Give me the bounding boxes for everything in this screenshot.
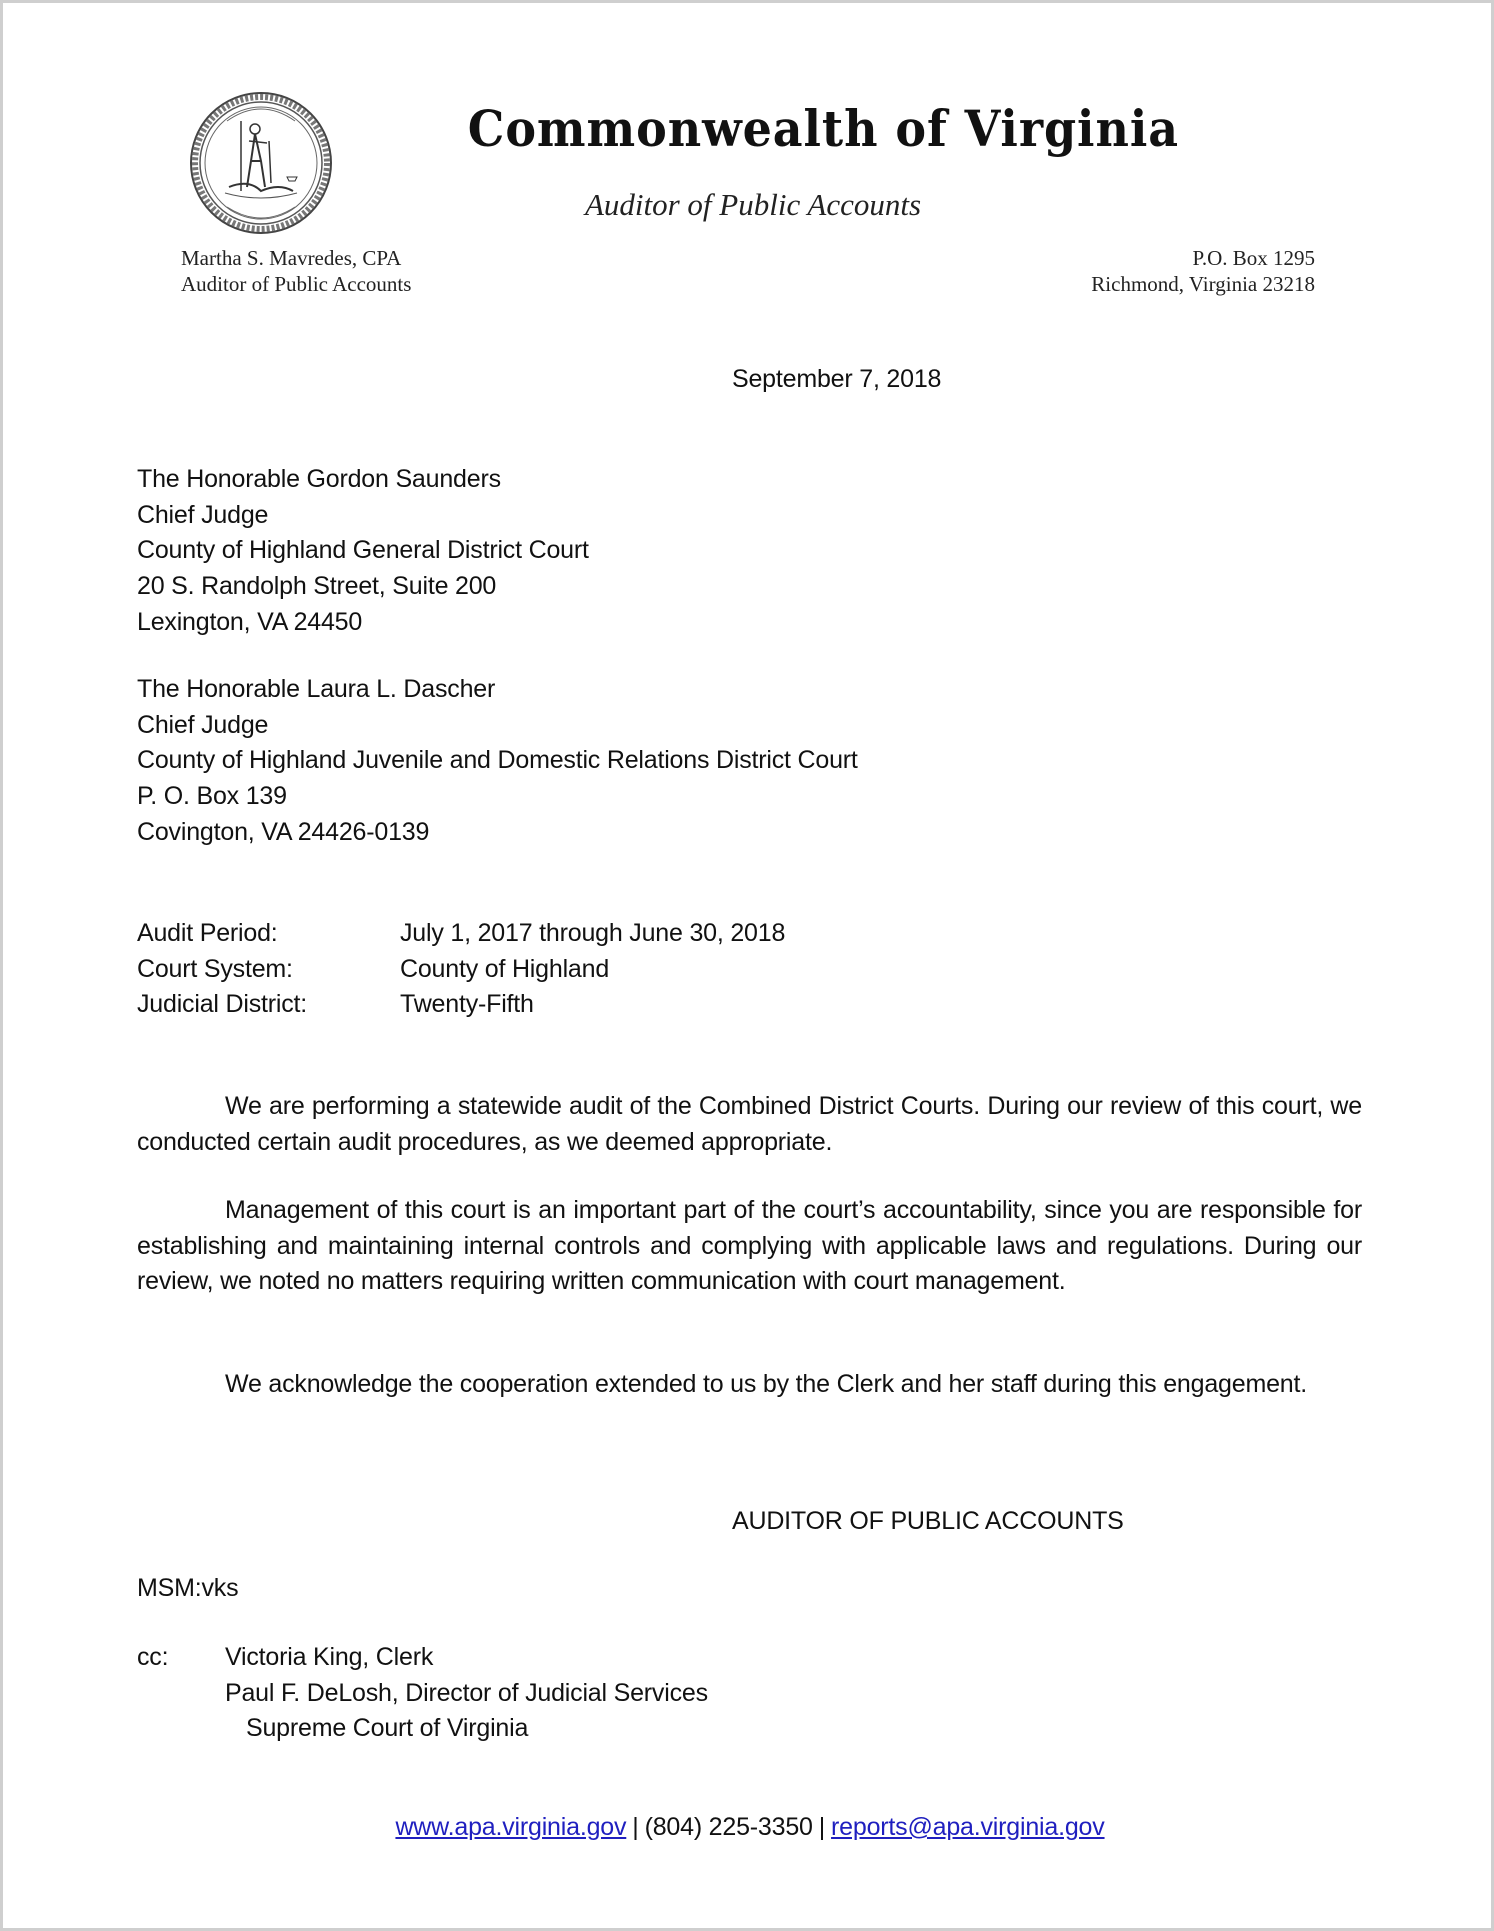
cc-row — [137, 1711, 708, 1747]
cc-row — [137, 1640, 708, 1676]
audit-info-row — [137, 987, 785, 1023]
cc-recipient: Paul F. DeLosh, Director of Judicial Services — [225, 1678, 708, 1707]
typist-initials: MSM:vks — [137, 1574, 239, 1602]
judicial-district-value: Twenty-Fifth — [400, 990, 534, 1019]
cc-label: cc: — [137, 1643, 169, 1671]
recipient-address-1 — [137, 462, 589, 641]
auditor-name: Martha S. Mavredes, CPA — [181, 246, 402, 270]
audit-info-block — [137, 916, 785, 1023]
address-line: County of Highland General District Court — [137, 536, 589, 565]
letterhead-title: Commonwealth of Virginia — [467, 99, 1179, 158]
cc-row — [137, 1676, 708, 1712]
address-line: 20 S. Randolph Street, Suite 200 — [137, 572, 497, 601]
signature-block: AUDITOR OF PUBLIC ACCOUNTS — [732, 1507, 1124, 1535]
address-line: County of Highland Juvenile and Domestic Relations District Court — [137, 746, 858, 775]
body-paragraph-2 — [137, 1193, 1362, 1300]
po-box: P.O. Box 1295 — [1192, 246, 1315, 270]
email-link[interactable]: reports@apa.virginia.gov — [831, 1813, 1105, 1841]
address-line: Covington, VA 24426-0139 — [137, 817, 430, 846]
address-line: Lexington, VA 24450 — [137, 607, 363, 636]
city-state-zip: Richmond, Virginia 23218 — [1091, 272, 1315, 296]
phone-number: (804) 225-3350 — [644, 1813, 813, 1841]
address-line: The Honorable Gordon Saunders — [137, 465, 501, 493]
court-system-value: County of Highland — [400, 954, 610, 983]
footer-separator: | — [818, 1813, 826, 1841]
audit-info-row — [137, 916, 785, 952]
paragraph-text: We are performing a statewide audit of the Combined District Courts. During our review of this court, we conducted certain audit procedures, as we deemed appropriate. — [137, 1092, 1362, 1156]
address-line: P. O. Box 139 — [137, 782, 287, 811]
virginia-seal-icon — [189, 91, 333, 235]
judicial-district-label: Judicial District: — [137, 990, 308, 1019]
recipient-address-2 — [137, 672, 858, 851]
audit-period-value: July 1, 2017 through June 30, 2018 — [400, 919, 786, 947]
letterhead-subtitle: Auditor of Public Accounts — [584, 187, 922, 222]
footer-separator: | — [632, 1813, 639, 1841]
paragraph-text: Management of this court is an important part of the court’s accountability, since you are responsible for establishing and maintaining internal controls and complying with applicable laws and regulations. During our review, we noted no matters requiring written communication with court management. — [137, 1196, 1362, 1296]
address-line: Chief Judge — [137, 710, 269, 739]
auditor-name-block — [181, 245, 411, 297]
footer-contact — [3, 1809, 1494, 1845]
auditor-title: Auditor of Public Accounts — [181, 272, 412, 296]
address-line: The Honorable Laura L. Dascher — [137, 675, 496, 703]
body-paragraph-3 — [137, 1367, 1362, 1403]
website-link[interactable]: www.apa.virginia.gov — [395, 1813, 627, 1841]
audit-info-row — [137, 952, 785, 988]
body-paragraph-1 — [137, 1089, 1362, 1160]
office-address-block — [1091, 245, 1315, 297]
cc-recipient-organization: Supreme Court of Virginia — [246, 1714, 529, 1743]
audit-period-label: Audit Period: — [137, 919, 278, 947]
paragraph-text: We acknowledge the cooperation extended to us by the Clerk and her staff during this engagement. — [225, 1370, 1307, 1398]
letter-date: September 7, 2018 — [732, 365, 942, 393]
address-line: Chief Judge — [137, 500, 269, 529]
cc-recipient: Victoria King, Clerk — [225, 1643, 434, 1671]
court-system-label: Court System: — [137, 954, 293, 983]
cc-block — [137, 1640, 708, 1747]
